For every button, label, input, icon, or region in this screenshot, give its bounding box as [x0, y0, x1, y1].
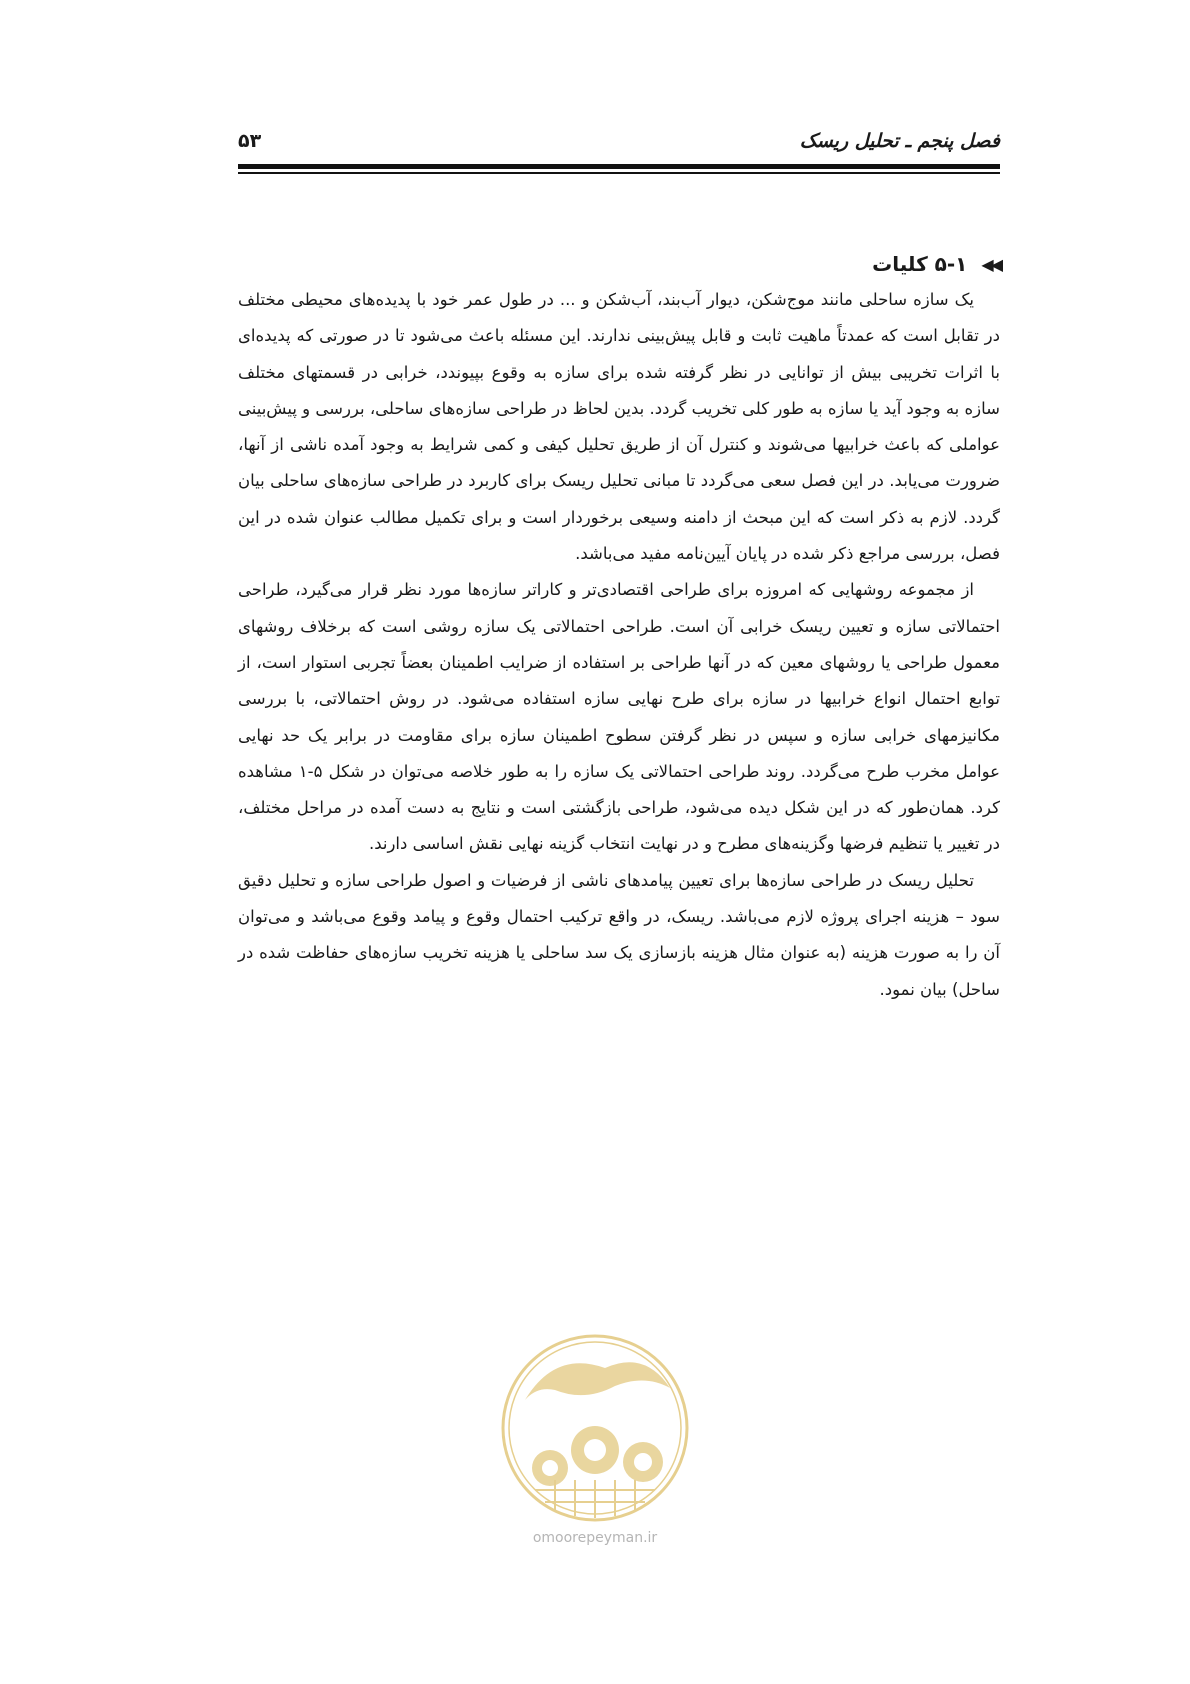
body-text [238, 282, 1000, 1008]
chapter-title: فصل پنجم ـ تحلیل ریسک [799, 130, 1000, 152]
watermark-url: omoorepeyman.ir [532, 1530, 658, 1546]
page-number: ۵۳ [238, 130, 262, 152]
double-arrow-icon: ◀◀ [981, 254, 1000, 274]
section-heading [872, 252, 1000, 276]
watermark [490, 1330, 700, 1560]
paragraph-1: یک سازه ساحلی مانند موج‌شکن، دیوار آب‌بند، آب‌شکن و ... در طول عمر خود با پدیده‌های محیطی مختلف در تقابل است که عمدتاً ماهیت ثابت و قابل پیش‌بینی ندارند. این مسئله باعث می‌شود تا در صورتی که پدیده‌ای با اثرات تخریبی بیش از توانایی در نظر گرفته شده برای سازه به وقوع بپیوندد، خرابی در قسمتهای مختلف سازه به وجود آید یا سازه به طور کلی تخریب گردد. بدین لحاظ در طراحی سازه‌های ساحلی، بررسی و پیش‌بینی عواملی که باعث خرابیها می‌شوند و کنترل آن از طریق تحلیل کیفی و کمی شرایط به وجود آمده ناشی از آنها، ضرورت می‌یابد. در این فصل سعی می‌گردد تا مبانی تحلیل ریسک برای کاربرد در طراحی سازه‌های ساحلی بیان گردد. لازم به ذکر است که این مبحث از دامنه وسیعی برخوردار است و برای تکمیل مطالب عنوان شده در این فصل، بررسی مراجع ذکر شده در پایان آیین‌نامه مفید می‌باشد. [238, 290, 1000, 564]
section-title: ۵-۱ کلیات [872, 252, 968, 276]
header-rule-thick [238, 164, 1000, 169]
page-header [238, 118, 1000, 162]
paragraph-2: از مجموعه روشهایی که امروزه برای طراحی اقتصادی‌تر و کاراتر سازه‌ها مورد نظر قرار می‌گیرد، طراحی احتمالاتی سازه و تعیین ریسک خرابی آن است. طراحی احتمالاتی یک سازه روشی است که برخلاف روشهای معمول طراحی یا روشهای معین که در آنها طراحی بر استفاده از ضرایب اطمینان بعضاً تجربی استوار است، از توابع احتمال انواع خرابیها در سازه برای طرح نهایی سازه استفاده می‌شود. در روش احتمالاتی، با بررسی مکانیزمهای خرابی سازه و سپس در نظر گرفتن سطوح اطمینان سازه برای مقاومت در برابر یک حد نهایی عوامل مخرب طرح می‌گردد. روند طراحی احتمالاتی یک سازه را به طور خلاصه می‌توان در شکل ۵-۱ مشاهده کرد. همان‌طور که در این شکل دیده می‌شود، طراحی بازگشتی است و نتایج به دست آمده در مراحل مختلف، در تغییر یا تنظیم فرضها وگزینه‌های مطرح و در نهایت انتخاب گزینه نهایی نقش اساسی دارند. [238, 580, 1000, 854]
header-rule-thin [238, 172, 1000, 174]
paragraph-3: تحلیل ریسک در طراحی سازه‌ها برای تعیین پیامدهای ناشی از فرضیات و اصول طراحی سازه و تحلیل دقیق سود – هزینه اجرای پروژه لازم می‌باشد. ریسک، در واقع ترکیب احتمال وقوع و پیامد وقوع می‌باشد و می‌توان آن را به صورت هزینه (به عنوان مثال هزینه بازسازی یک سد ساحلی یا هزینه تخریب سازه‌های حفاظت شده در ساحل) بیان نمود. [238, 870, 1000, 999]
watermark-logo-icon [495, 1330, 695, 1526]
